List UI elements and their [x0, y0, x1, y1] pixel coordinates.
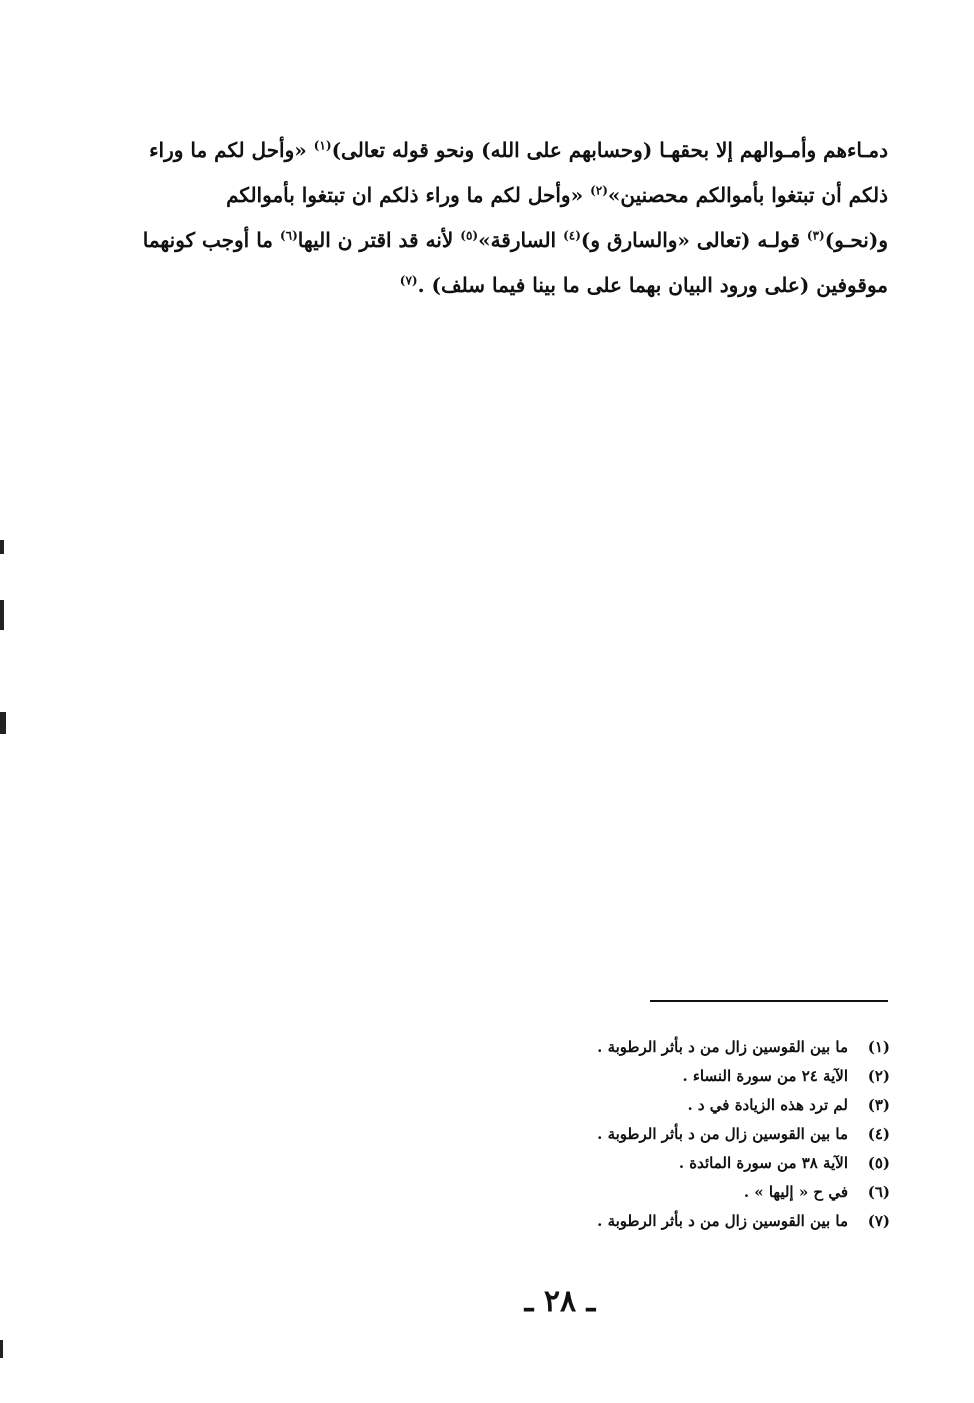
line-text: لأنه قد اقتر ن اليها [297, 228, 461, 252]
footnote-text: في ح « إليها » . [743, 1183, 848, 1201]
main-paragraph [128, 128, 888, 308]
footnote-number: (٧) [867, 1212, 890, 1230]
line-text: ذلكم أن تبتغوا بأموالكم محصنين» [607, 183, 888, 207]
scan-edge-mark [0, 600, 4, 630]
footnote-text: ما بين القوسين زال من د بأثر الرطوبة . [597, 1212, 848, 1230]
line-text: «وأحل لكم ما وراء ذلكم ان تبتغوا بأموالكم [226, 183, 591, 207]
footnote-text: ما بين القوسين زال من د بأثر الرطوبة . [597, 1125, 848, 1143]
footnote-number: (١) [867, 1038, 890, 1056]
footnote-reference: (١) [313, 138, 332, 153]
footnote-reference: (٥) [460, 228, 479, 243]
footnote-divider [650, 1000, 888, 1002]
line-text: دمـاءهم وأمـوالهم إلا بحقهـا (وحسابهم على الله) ونحو قوله تعالى) [331, 138, 888, 162]
footnote-number: (٢) [867, 1067, 890, 1085]
footnote-reference: (٧) [399, 273, 418, 288]
footnote-reference: (٦) [279, 228, 298, 243]
footnote-reference: (٤) [563, 228, 581, 243]
footnote-item [520, 1183, 890, 1212]
footnote-item [520, 1212, 890, 1241]
footnote-text: الآية ٣٨ من سورة المائدة . [678, 1154, 848, 1172]
footnote-item [520, 1125, 890, 1154]
footnote-item [520, 1154, 890, 1183]
footnote-text: الآية ٢٤ من سورة النساء . [682, 1067, 848, 1085]
scan-edge-mark [0, 1340, 3, 1358]
line-text: السارقة» [478, 228, 564, 252]
footnote-reference: (٣) [806, 228, 825, 243]
line-text: «وأحل لكم ما وراء [149, 138, 314, 162]
line-text: و(نحـو) [824, 228, 888, 252]
page-number: ـ ٢٨ ـ [524, 1284, 596, 1319]
footnote-text: لم ترد هذه الزيادة في د . [687, 1096, 848, 1114]
footnote-number: (٣) [867, 1096, 890, 1114]
footnote-number: (٦) [867, 1183, 890, 1201]
footnote-item [520, 1067, 890, 1096]
footnote-list [520, 1038, 890, 1241]
footnote-reference: (٢) [590, 183, 608, 198]
main-text-line-1 [128, 128, 888, 173]
line-text: موقوفين (على ورود البيان بهما على ما بينا فيما سلف) . [417, 273, 888, 297]
main-text-line-2 [128, 173, 888, 218]
footnote-number: (٤) [867, 1125, 890, 1143]
scan-edge-mark [0, 712, 6, 734]
footnote-number: (٥) [867, 1154, 890, 1172]
footnote-text: ما بين القوسين زال من د بأثر الرطوبة . [597, 1038, 848, 1056]
main-text-line-4 [128, 263, 888, 308]
scan-edge-mark [0, 540, 4, 554]
footnote-item [520, 1096, 890, 1125]
main-text-line-3 [128, 218, 888, 263]
footnote-item [520, 1038, 890, 1067]
line-text: ما أوجب كونهما [142, 228, 280, 252]
line-text: قولـه (تعالى «والسارق و) [580, 228, 807, 252]
